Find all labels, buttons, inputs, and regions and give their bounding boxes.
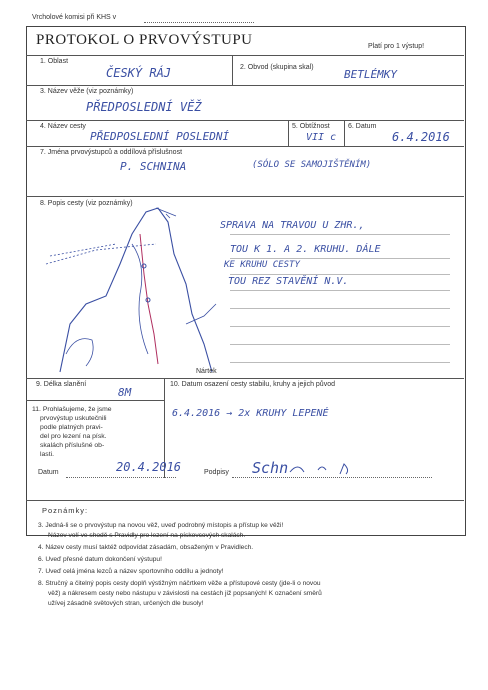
declaration-line-3: podle platných pravi-: [40, 424, 103, 431]
field-10-value: 6.4.2016 → 2x KRUHY LEPENÉ: [172, 408, 329, 419]
field-9-value: 8M: [118, 386, 132, 399]
divider: [26, 85, 464, 86]
underline: [230, 234, 450, 235]
protocol-sheet: [26, 8, 466, 668]
copy-note: Platí pro 1 výstup!: [368, 43, 425, 50]
underline: [230, 290, 450, 291]
field-6-value: 6.4.2016: [392, 130, 450, 144]
field-8-label: 8. Popis cesty (viz poznámky): [40, 200, 133, 207]
field-5-value: VII c: [306, 132, 337, 143]
notes-heading: Poznámky:: [42, 506, 89, 515]
divider: [26, 400, 164, 401]
declaration-line-6: lasti.: [40, 451, 54, 458]
divider: [26, 146, 464, 147]
field-9-label: 9. Délka slanění: [36, 381, 87, 388]
declaration-line-5: skalách příslušné ob-: [40, 442, 105, 449]
note-line: 4. Název cesty musí taktéž odpovídat zásadám, obsaženým v Pravidlech.: [38, 544, 254, 551]
declaration-line-2: prvovýstup uskutečnili: [40, 415, 107, 422]
date-label: Datum: [38, 469, 59, 476]
note-line: užívej zásadně světových stran, určených dle busoly!: [48, 600, 204, 607]
field-1-label: 1. Oblast: [40, 58, 69, 65]
field-6-label: 6. Datum: [348, 123, 377, 130]
divider: [232, 55, 233, 85]
underline: [230, 274, 450, 275]
divider: [288, 120, 289, 146]
note-line: 8. Stručný a čitelný popis cesty doplň výstižným náčrtkem věže a přístupové cesty (jde-li o novou: [38, 580, 321, 587]
field-2-label: 2. Obvod (skupina skal): [240, 64, 314, 71]
field-4-label: 4. Název cesty: [40, 123, 86, 130]
divider: [26, 196, 464, 197]
divider: [26, 55, 464, 56]
description-line-1: SPRAVA NA TRAVOU U ZHR.,: [220, 220, 365, 231]
divider: [344, 120, 345, 146]
divider: [26, 120, 464, 121]
page-title: PROTOKOL O PRVOVÝSTUPU: [36, 32, 253, 48]
field-7-extra: (SÓLO SE SAMOJIŠTĚNÍM): [252, 160, 372, 170]
note-line: 3. Jedná-li se o prvovýstup na novou věž, uveď podrobný místopis a přístup ke věži!: [38, 522, 284, 529]
commission-dotted-line: [144, 22, 254, 23]
field-4-value: PŘEDPOSLEDNÍ POSLEDNÍ: [90, 130, 230, 143]
field-7-label: 7. Jména prvovýstupců a oddílová příslušnost: [40, 149, 183, 156]
description-line-2: TOU K 1. A 2. KRUHU. DÁLE: [230, 244, 381, 255]
note-line: 7. Uveď celá jména lezců a název sportovního oddílu a jednoty!: [38, 568, 224, 575]
underline: [230, 344, 450, 345]
note-line: věž) a nákresem cesty nebo nástupu v závislosti na cestách již popsaných! K označení směrů: [48, 590, 322, 597]
declaration-line-1: 11. Prohlašujeme, že jsme: [32, 406, 112, 413]
field-3-label: 3. Název věže (viz poznámky): [40, 88, 134, 95]
underline: [230, 326, 450, 327]
note-line: 6. Uveď přesné datum dokončení výstupu!: [38, 556, 162, 563]
route-sketch: [36, 204, 236, 376]
signature-strokes: [288, 460, 358, 478]
field-1-value: ČESKÝ RÁJ: [106, 66, 172, 80]
description-line-4: TOU REZ STAVĚNÍ N.V.: [228, 276, 349, 287]
field-5-label: 5. Obtížnost: [292, 123, 330, 130]
underline: [230, 258, 450, 259]
note-line: Název volí ve shodě s Pravidly pro lezení na pískovcových skalách.: [48, 532, 246, 539]
underline: [230, 362, 450, 363]
sketch-label: Nártek: [196, 368, 217, 375]
commission-line: Vrcholové komisi při KHS v: [32, 14, 117, 21]
declaration-line-4: del pro lezení na písk.: [40, 433, 107, 440]
date-value: 20.4.2016: [116, 460, 182, 474]
field-3-value: PŘEDPOSLEDNÍ VĚŽ: [86, 100, 202, 114]
divider: [26, 378, 464, 379]
field-7-value: P. SCHNINA: [120, 160, 187, 173]
field-10-label: 10. Datum osazení cesty stabilu, kruhy a jejich původ: [170, 381, 335, 388]
signatures-label: Podpisy: [204, 469, 229, 476]
date-dotted-line: [66, 477, 176, 478]
divider: [26, 500, 464, 501]
underline: [230, 308, 450, 309]
field-2-value: BETLÉMKY: [344, 68, 397, 81]
signature: Schn: [252, 459, 289, 477]
description-line-3: KE KRUHU CESTY: [224, 260, 300, 270]
